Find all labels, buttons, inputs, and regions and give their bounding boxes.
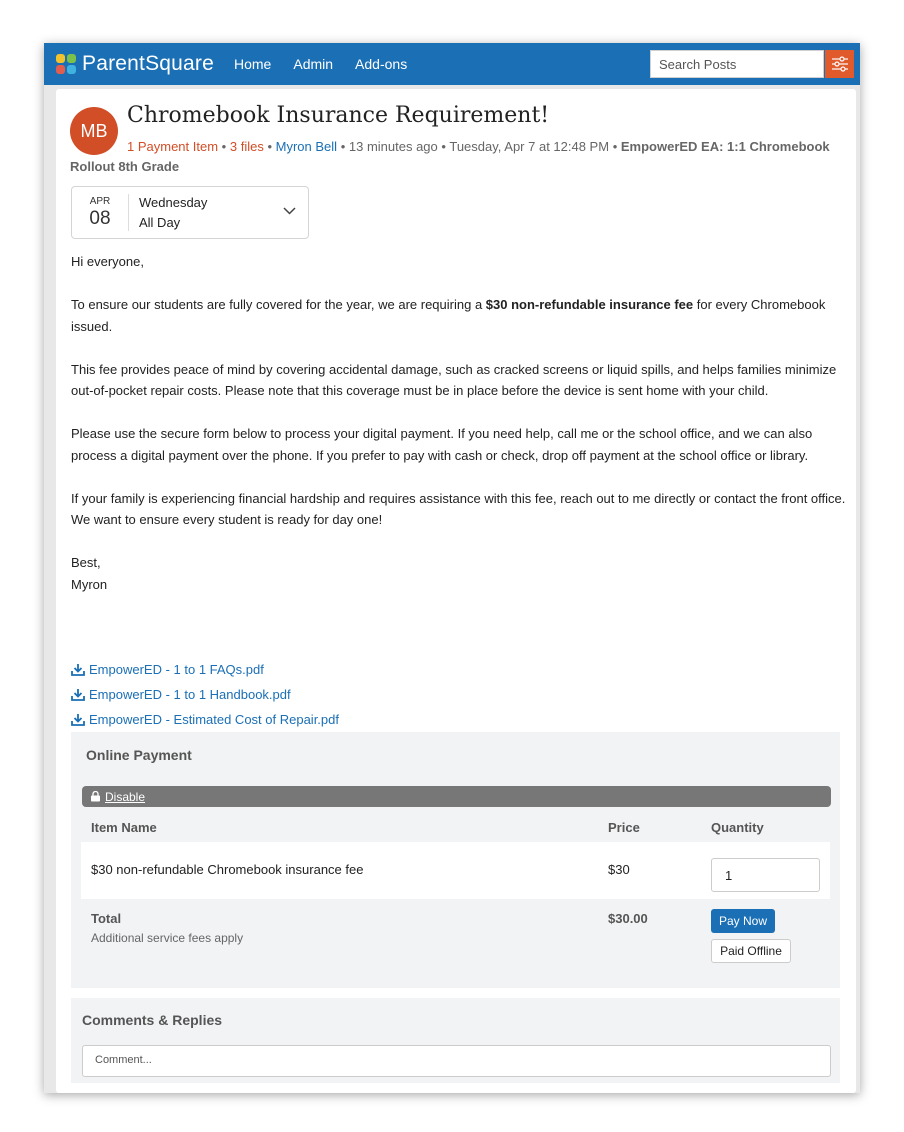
sliders-icon [831, 56, 849, 72]
filter-button[interactable] [825, 50, 854, 78]
nav-home[interactable]: Home [234, 56, 272, 72]
post-meta: 1 Payment Item • 3 files • Myron Bell • 13 minutes ago • Tuesday, Apr 7 at 12:48 PM • EmpowerED EA: 1:1 Chromebook Rollout 8th Grade [70, 139, 830, 174]
download-icon [71, 688, 85, 701]
signature: Myron [71, 576, 108, 592]
paragraph-3: Please use the secure form below to process your digital payment. If you need help, call me or the school office, and we can also process a digital payment over the phone. If you prefer to pay with cash or check, drop off payment at the school office or library. [71, 426, 813, 463]
brand-name: ParentSquare [82, 52, 214, 75]
author-link[interactable]: Myron Bell [275, 139, 338, 154]
comments-section [71, 998, 840, 1083]
download-icon [71, 713, 85, 726]
col-item-name: Item Name [91, 820, 157, 835]
online-payment-panel [71, 732, 840, 988]
event-month: APR [89, 196, 111, 207]
quantity-input[interactable] [711, 858, 820, 892]
total-label: Total [91, 911, 122, 926]
relative-time: 13 minutes ago [348, 139, 438, 154]
nav-addons[interactable]: Add-ons [355, 56, 408, 72]
payment-items-link[interactable]: 1 Payment Item [127, 139, 219, 154]
search-input[interactable] [650, 50, 824, 78]
disable-link[interactable]: Disable [105, 789, 146, 804]
event-date-dropdown[interactable] [71, 186, 309, 239]
paragraph-2: This fee provides peace of mind by covering accidental damage, such as cracked screens or liquid spills, and helps families minimize out-of-pocket repair costs. Please note that this coverage must be in place before the device is sent home with your child. [71, 361, 837, 398]
item-price: $30 [608, 862, 630, 877]
post-body [71, 251, 847, 595]
payment-item-row [81, 842, 830, 899]
attachment-link[interactable]: EmpowerED - Estimated Cost of Repair.pdf [71, 707, 339, 732]
lock-icon [90, 791, 101, 802]
top-navbar [44, 43, 860, 85]
event-weekday: Wednesday [139, 194, 208, 210]
col-quantity: Quantity [711, 820, 764, 835]
download-icon [71, 663, 85, 676]
files-link[interactable]: 3 files [229, 139, 264, 154]
event-time [129, 193, 308, 233]
attachments-list [71, 657, 339, 732]
comments-title: Comments & Replies [82, 1012, 223, 1028]
attachment-link[interactable]: EmpowerED - 1 to 1 FAQs.pdf [71, 657, 339, 682]
app-window [44, 43, 860, 1093]
col-price: Price [608, 820, 640, 835]
event-date [72, 194, 129, 231]
post-title: Chromebook Insurance Requirement! [127, 103, 550, 128]
parentsquare-logo-icon [56, 54, 76, 74]
total-value: $30.00 [608, 911, 648, 926]
disable-bar [82, 786, 831, 807]
chevron-down-icon [283, 207, 296, 215]
pay-now-button[interactable]: Pay Now [711, 909, 775, 933]
signoff: Best, [71, 555, 101, 570]
attachment-link[interactable]: EmpowerED - 1 to 1 Handbook.pdf [71, 682, 339, 707]
nav-admin[interactable]: Admin [293, 56, 334, 72]
post-card [56, 89, 856, 1093]
paragraph-4: If your family is experiencing financial hardship and requires assistance with this fee, reach out to me directly or contact the front office. We want to ensure every student is ready for day one! [71, 490, 846, 527]
greeting: Hi everyone, [71, 254, 144, 269]
comment-input[interactable] [82, 1045, 831, 1077]
avatar[interactable]: MB [70, 107, 118, 155]
payment-title: Online Payment [86, 747, 192, 763]
service-fee-note: Additional service fees apply [91, 931, 244, 945]
event-duration: All Day [139, 214, 181, 230]
post-timestamp: Tuesday, Apr 7 at 12:48 PM [449, 139, 610, 154]
paid-offline-button[interactable]: Paid Offline [711, 939, 791, 963]
event-day: 08 [89, 208, 111, 229]
brand-logo[interactable] [56, 52, 214, 76]
item-name: $30 non-refundable Chromebook insurance fee [91, 862, 364, 877]
paragraph-1: To ensure our students are fully covered for the year, we are requiring a $30 non-refundable insurance fee for every Chromebook issued. [71, 297, 826, 334]
group-name[interactable]: EmpowerED EA: 1:1 Chromebook Rollout 8th Grade [70, 139, 830, 174]
